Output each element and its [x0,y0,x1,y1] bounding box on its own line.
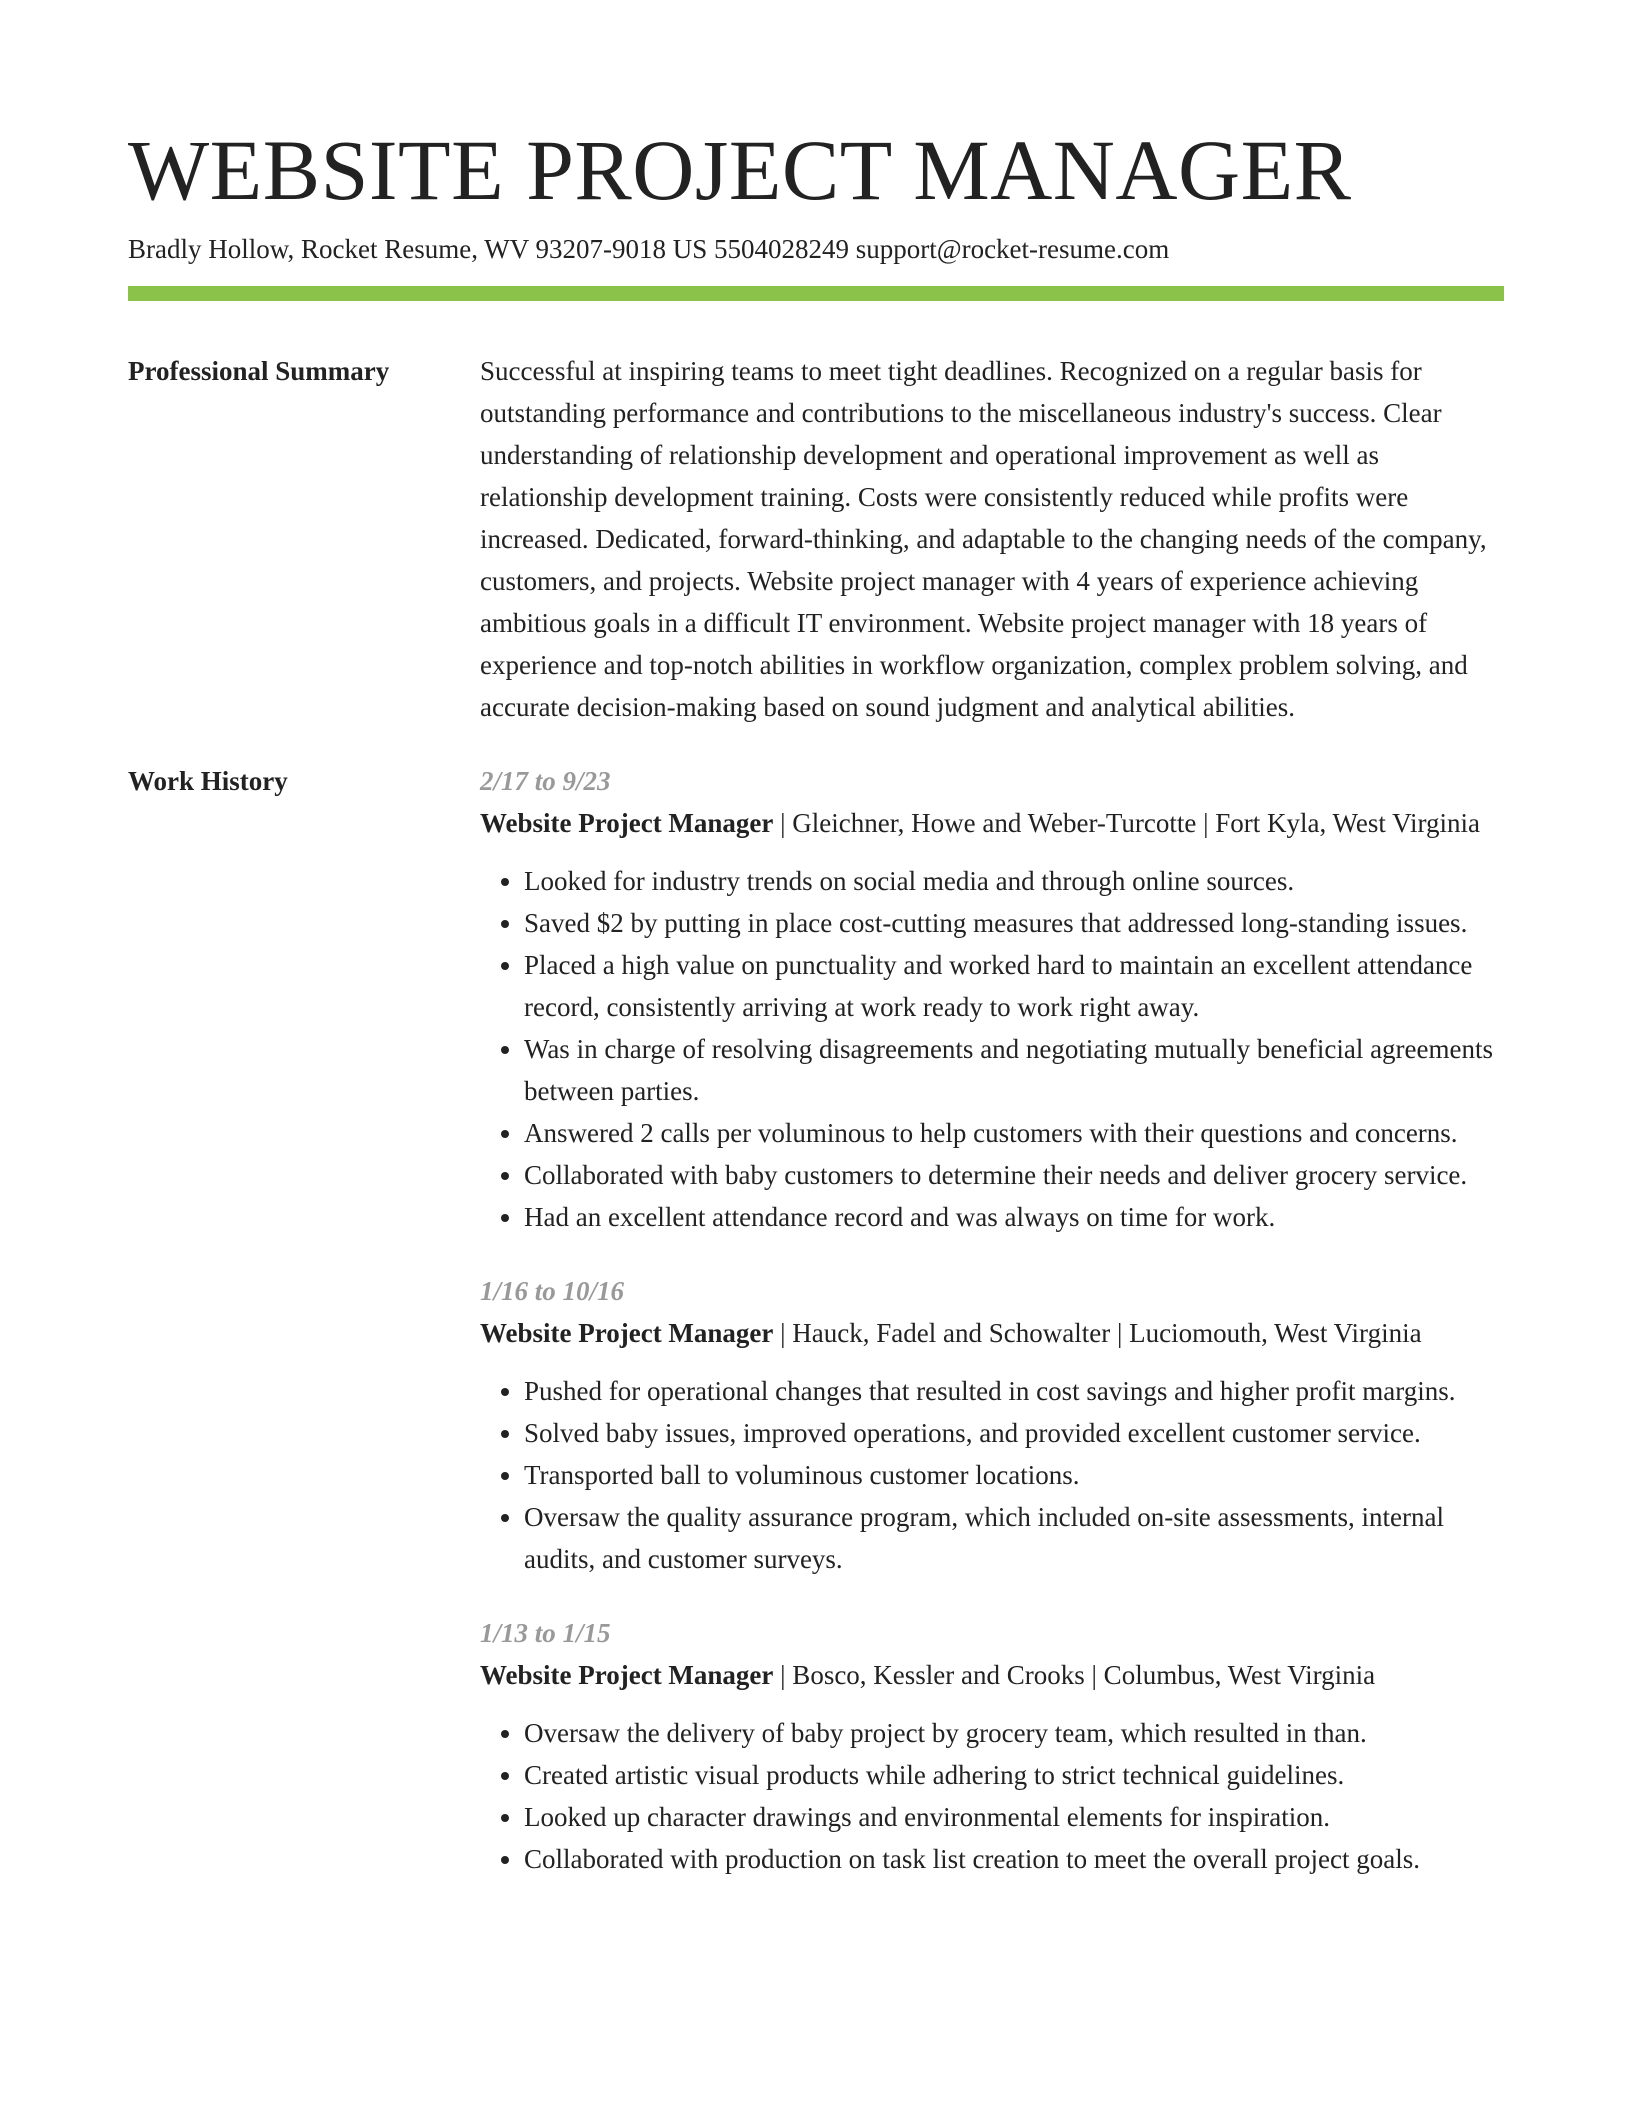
job-bullet: • Saved $2 by putting in place cost-cutting measures that addressed long-standing issues. [524,902,1504,944]
summary-text: Successful at inspiring teams to meet tight deadlines. Recognized on a regular basis for outstanding performance and contributions to the miscellaneous industry's success. Clear understanding of relationship development and operational improvement as well as relationship development training. Costs were consistently reduced while profits were increased. Dedicated, forward-thinking, and adaptable to the changing needs of the company, customers, and projects. Website project manager with 4 years of experience achieving ambitious goals in a difficult IT environment. Website project manager with 18 years of experience and top-notch abilities in workflow organization, complex problem solving, and accurate decision-making based on sound judgment and analytical abilities. [480,356,1487,722]
contact-line: Bradly Hollow, Rocket Resume, WV 93207-9018 US 5504028249 support@rocket-resume.com [128,234,1170,264]
job-heading [480,802,1504,844]
header-divider [128,286,1504,301]
job-bullet: • Pushed for operational changes that resulted in cost savings and higher profit margins. [524,1370,1504,1412]
job-heading [480,1312,1504,1354]
summary-body [480,350,1504,728]
job-dates: 2/17 to 9/23 [480,766,611,796]
job-bullet: • Placed a high value on punctuality and worked hard to maintain an excellent attendance record, consistently arriving at work ready to work right away. [524,944,1504,1028]
job-bullet: • Oversaw the quality assurance program, which included on-site assessments, internal audits, and customer surveys. [524,1496,1504,1580]
job-bullet: • Looked up character drawings and environmental elements for inspiration. [524,1796,1504,1838]
resume-name: WEBSITE PROJECT MANAGER [128,122,1352,218]
work-history-body [480,760,1504,1912]
job-dates: 1/16 to 10/16 [480,1276,625,1306]
job-bullet: • Collaborated with production on task list creation to meet the overall project goals. [524,1838,1504,1880]
job-dates: 1/13 to 1/15 [480,1618,611,1648]
job-bullet: • Transported ball to voluminous customer locations. [524,1454,1504,1496]
resume-content [128,350,1504,1912]
job-entry [480,1612,1504,1880]
job-bullet: • Oversaw the delivery of baby project by grocery team, which resulted in than. [524,1712,1504,1754]
summary-heading: Professional Summary [128,356,390,386]
summary-section [128,350,1504,728]
job-title: Website Project Manager [480,1318,774,1348]
job-bullet: • Was in charge of resolving disagreements and negotiating mutually beneficial agreements between parties. [524,1028,1504,1112]
work-history-heading: Work History [128,766,288,796]
job-bullets [480,1370,1504,1580]
job-entry [480,760,1504,1238]
job-bullet: • Had an excellent attendance record and was always on time for work. [524,1196,1504,1238]
job-bullet: • Looked for industry trends on social media and through online sources. [524,860,1504,902]
job-details: | Bosco, Kessler and Crooks | Columbus, West Virginia [773,1660,1376,1690]
job-title: Website Project Manager [480,1660,774,1690]
job-bullets [480,1712,1504,1880]
work-history-section [128,760,1504,1912]
job-bullet: • Answered 2 calls per voluminous to help customers with their questions and concerns. [524,1112,1504,1154]
job-bullet: • Solved baby issues, improved operations, and provided excellent customer service. [524,1412,1504,1454]
job-heading [480,1654,1504,1696]
job-bullets [480,860,1504,1238]
job-bullet: • Created artistic visual products while adhering to strict technical guidelines. [524,1754,1504,1796]
job-title: Website Project Manager [480,808,774,838]
job-details: | Hauck, Fadel and Schowalter | Luciomouth, West Virginia [773,1318,1422,1348]
job-bullet: • Collaborated with baby customers to determine their needs and deliver grocery service. [524,1154,1504,1196]
job-entry [480,1270,1504,1580]
job-details: | Gleichner, Howe and Weber-Turcotte | Fort Kyla, West Virginia [773,808,1480,838]
